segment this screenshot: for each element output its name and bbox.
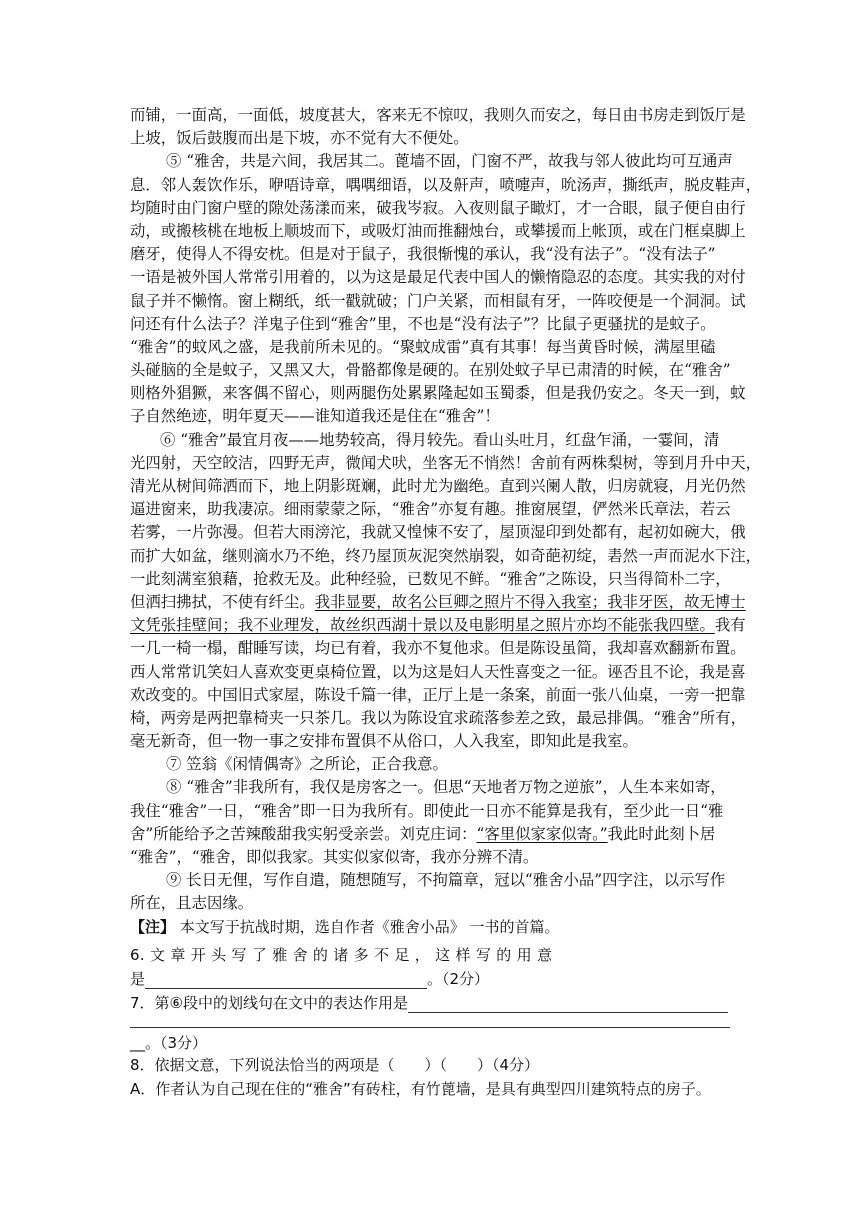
paragraph-9-line-1: ⑨ 长日无俚，写作自遣，随想随写，不拘篇章，冠以“雅舍小品”四字注，以示写作 bbox=[166, 871, 726, 890]
passage-line: 一此刻满室狼藉，抢救无及。此种经验，已数见不鲜。“雅舍”之陈设，只当得简朴二字， bbox=[130, 569, 731, 588]
question-6 bbox=[130, 944, 730, 990]
passage-line: 清光从树间筛洒而下，地上阴影斑斓，此时尤为幽绝。直到兴阑人散，归房就寝，月光仍然 bbox=[130, 477, 746, 495]
paragraph-9-line-2: 所在，且志因缘。 bbox=[130, 894, 254, 913]
answer-blank-6[interactable] bbox=[145, 972, 427, 989]
plain-text: 是 bbox=[130, 970, 146, 988]
passage bbox=[130, 104, 762, 939]
question-8 bbox=[130, 1054, 730, 1102]
passage-line: 一几一椅一榻，酣睡写读，均已有着，我亦不复他求。但是陈设虽简，我却喜欢翻新布置。 bbox=[130, 639, 746, 658]
passage-paragraphs-4-6 bbox=[130, 104, 762, 591]
passage-line: 动，或搬核桃在地板上顺坡而下，或吸灯油而推翻烛台，或攀援而上帐顶，或在门框桌脚上 bbox=[130, 221, 746, 240]
passage-line: ⑤ “雅舍，共是六间，我居其二。蓖墙不固，门窗不严，故我与邻人彼此均可互通声 bbox=[166, 152, 733, 171]
passage-line-underlined-b bbox=[130, 614, 746, 637]
note bbox=[130, 916, 730, 939]
plain-text: 。（2分） bbox=[427, 970, 490, 988]
paragraph-8-line-3 bbox=[130, 823, 730, 846]
plain-text: 舍”所能给予之苦辣酸甜我实躬受亲尝。刘克庄词： bbox=[130, 824, 477, 843]
passage-line: 上坡，饭后鼓腹而出是下坡，亦不觉有大不便处。 bbox=[130, 129, 469, 148]
passage-line: 光四射，天空皎洁，四野无声，微闻犬吠，坐客无不悄然！舍前有两株梨树，等到月升中天， bbox=[130, 453, 762, 472]
plain-text: 我此时此刻卜居 bbox=[607, 824, 716, 843]
question-8-option-a: A．作者认为自己现在住的“雅舍”有砖柱，有竹蓖墙，是具有典型四川建筑特点的房子。 bbox=[130, 1080, 711, 1098]
passage-line: 鼠子并不懒惰。窗上糊纸，纸一戳就破；门户关紧，而相鼠有牙，一阵咬便是一个洞洞。试 bbox=[130, 291, 746, 310]
passage-line: ⑥ “雅舍”最宜月夜——地势较高，得月较先。看山头吐月，红盘乍涌，一霎间，清 bbox=[160, 430, 720, 449]
passage-line: 子自然绝迹，明年夏天——谁知道我还是住在“雅舍”！ bbox=[130, 407, 500, 426]
passage-line: “雅舍”的蚊风之盛，是我前所未见的。“聚蚊成雷”真有其事！每当黄昏时候，满屋里磕 bbox=[130, 337, 716, 356]
passage-line: 欢改变的。中国旧式家屋，陈设千篇一律，正厅上是一条案，前面一张八仙桌，一旁一把靠 bbox=[130, 685, 746, 704]
answer-blank-7a[interactable] bbox=[408, 996, 728, 1013]
plain-text: 但洒扫拂拭，不使有纤尘。 bbox=[130, 592, 315, 611]
underlined-quote: “客里似家家似寄。” bbox=[476, 824, 608, 843]
passage-line: 一语是被外国人常常引用着的，以为这是最足代表中国人的懒惰隐忍的态度。其实我的对付 bbox=[130, 268, 746, 287]
question-8-stem: 8．依据文意，下列说法恰当的两项是（ ）（ ）（4分） bbox=[130, 1056, 540, 1074]
plain-text: 7．第⑥段中的划线句在文中的表达作用是 bbox=[130, 994, 408, 1012]
question-7 bbox=[130, 992, 730, 1054]
passage-line: 磨牙，使得人不得安枕。但是对于鼠子，我很惭愧的承认，我“没有法子”。“没有法子” bbox=[130, 245, 716, 264]
note-label: 【注】 bbox=[130, 917, 176, 936]
passage-line: 若雾，一片弥漫。但若大雨滂沱，我就又惶悚不安了，屋顶湿印到处都有，起初如碗大，俄 bbox=[130, 523, 746, 542]
question-6-line-1: 6. 文 章 开 头 写 了 雅 舍 的 诸 多 不 足 ， 这 样 写 的 用 意 bbox=[130, 946, 553, 964]
question-7-line-1 bbox=[130, 992, 730, 1014]
paragraph-8-line-2: 我住“雅舍”一日，“雅舍”即一日为我所有。即使此一日亦不能算是我有，至少此一日“雅 bbox=[130, 801, 724, 820]
passage-line: 逼进窗来，助我凄凉。细雨蒙蒙之际，“雅舍”亦复有趣。推窗展望，俨然米氏章法，若云 bbox=[130, 500, 731, 519]
question-7-score: __。（3分） bbox=[130, 1034, 208, 1052]
question-6-line-2 bbox=[130, 968, 730, 990]
underlined-sentence: 我非显要，故名公巨卿之照片不得入我室；我非牙医，故无博士 bbox=[314, 592, 746, 611]
passage-line: 则格外猖獗，来客偶不留心，则两腿伤处累累隆起如玉蜀黍，但是我仍安之。冬天一到，蚊 bbox=[130, 384, 746, 403]
passage-line: 问还有什么法子？洋鬼子住到“雅舍”里，不也是“没有法子”？比鼠子更骚扰的是蚊子。 bbox=[130, 314, 716, 333]
passage-line: 息．邻人轰饮作乐，咿唔诗章，喁喁细语，以及鼾声，喷嚏声，吮汤声，撕纸声，脱皮鞋声， bbox=[130, 175, 762, 194]
note-text: 本文写于抗战时期，选自作者《雅舍小品》 一书的首篇。 bbox=[175, 917, 560, 936]
underlined-sentence: 文凭张挂壁间；我不业理发，故丝织西湖十景以及电影明星之照片亦均不能张我四壁。 bbox=[130, 616, 715, 635]
paragraph-8-line-1: ⑧ “雅舍”非我所有，我仅是房客之一。但思“天地者万物之逆旅”，人生本来如寄， bbox=[166, 778, 726, 797]
paragraph-8-line-4: “雅舍”，“雅舍，即似我家。其实似家似寄，我亦分辨不清。 bbox=[130, 848, 539, 866]
passage-line: 而铺，一面高，一面低，坡度甚大，客来无不惊叹，我则久而安之，每日由书房走到饭厅是 bbox=[130, 106, 746, 124]
passage-line: 毫无新奇，但一物一事之安排布置俱不从俗口，人入我室，即知此是我室。 bbox=[130, 732, 638, 751]
plain-text: 我有 bbox=[714, 616, 746, 635]
passage-line: 西人常常讥笑妇人喜欢变更桌椅位置，以为这是妇人天性喜变之一征。诬否且不论，我是喜 bbox=[130, 662, 746, 681]
passage-line: 而扩大如盆，继则滴水乃不绝，终乃屋顶灰泥突然崩裂，如奇葩初绽，砉然一声而泥水下注， bbox=[130, 546, 762, 565]
paragraph-7: ⑦ 笠翁《闲情偶寄》之所论，正合我意。 bbox=[166, 755, 448, 774]
passage-line: 头碰脑的全是蚊子，又黑又大，骨骼都像是硬的。在别处蚊子早已肃清的时候，在“雅舍” bbox=[130, 361, 731, 380]
passage-paragraph-6-end bbox=[130, 637, 746, 753]
passage-line: 椅，两旁是两把靠椅夹一只茶几。我以为陈设宜求疏落参差之致，最忌排偶。“雅舍”所有， bbox=[130, 708, 746, 727]
passage-line-underlined-a bbox=[130, 591, 746, 614]
passage-line: 均随时由门窗户壁的隙处荡漾而来，破我岑寂。入夜则鼠子瞰灯，才一合眼，鼠子便自由行 bbox=[130, 198, 746, 217]
answer-line-7b[interactable] bbox=[130, 1026, 730, 1028]
